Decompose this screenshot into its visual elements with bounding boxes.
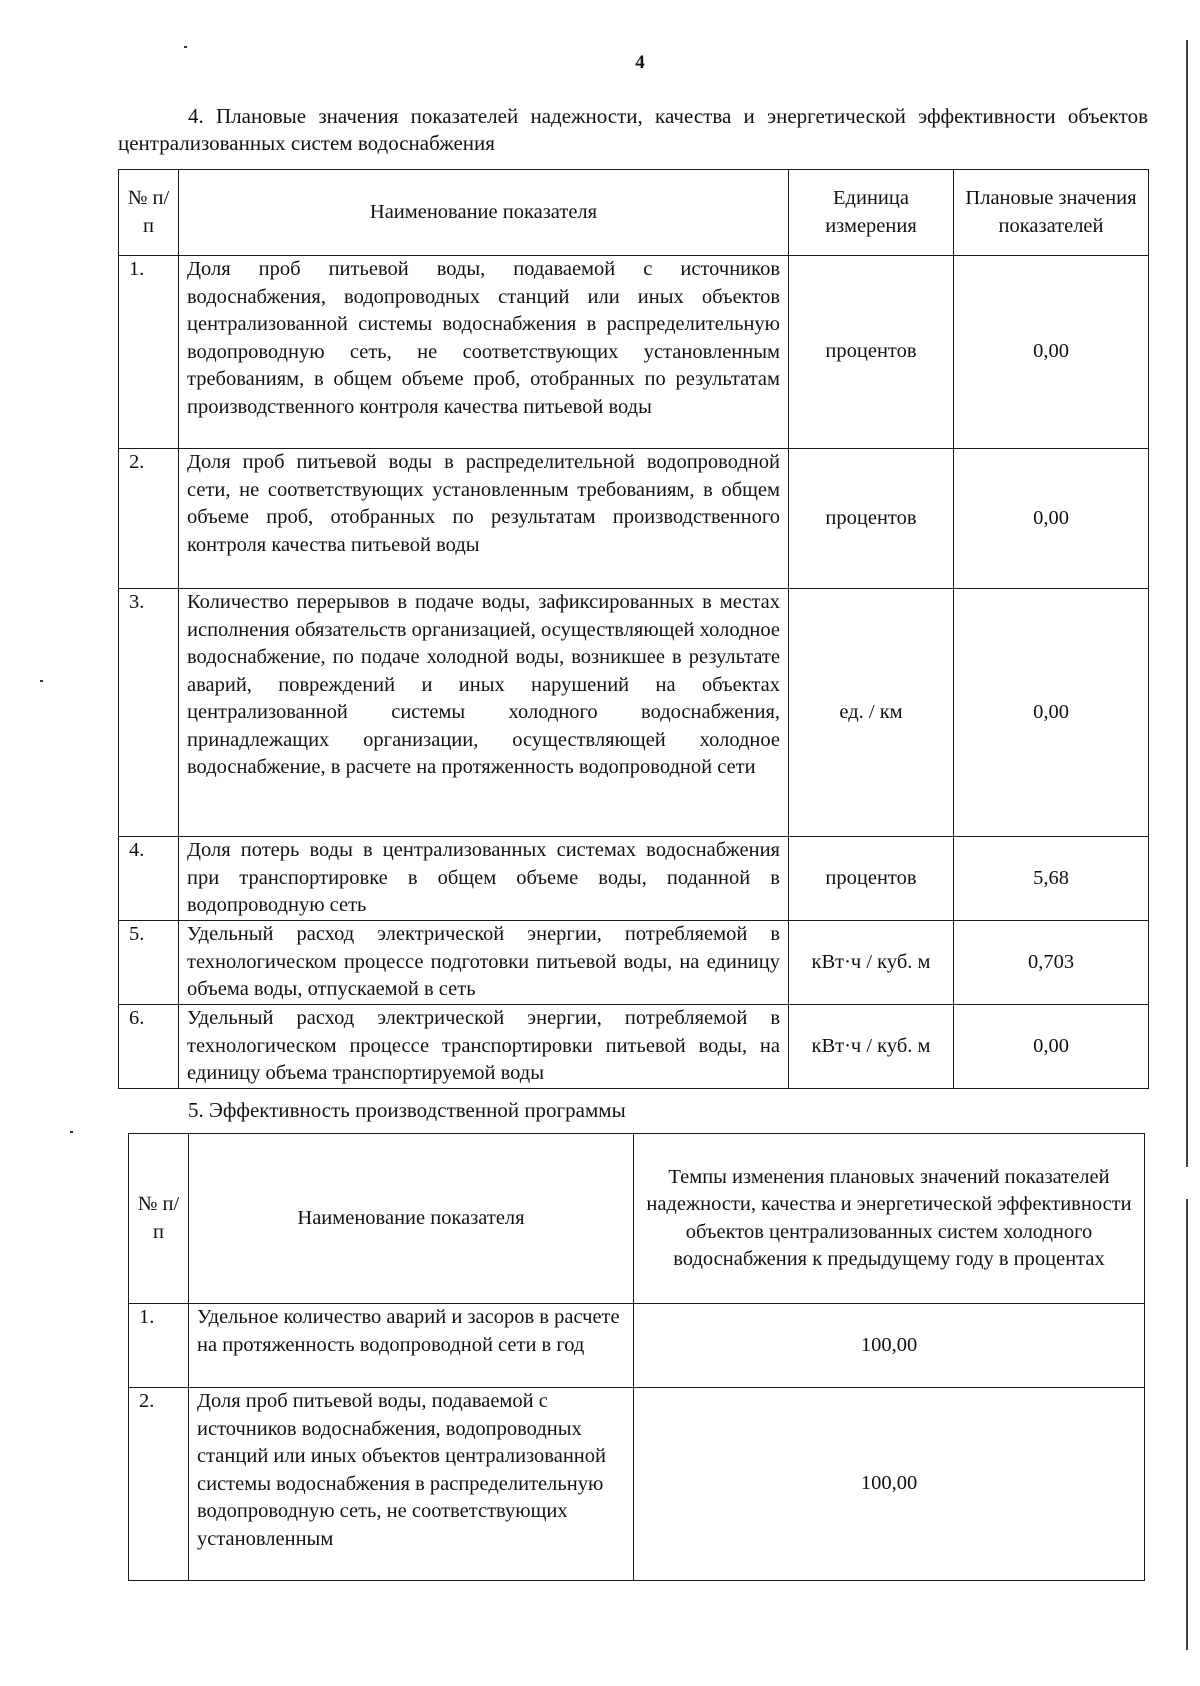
row-unit: ед. / км (789, 589, 954, 837)
row-value: 0,00 (954, 589, 1149, 837)
row-name: Удельный расход электрической энергии, потребляемой в технологическом процессе подготовки питьевой воды, на единицу объема воды, отпускаемой в сеть (179, 921, 789, 1005)
page-number: 4 (635, 52, 645, 73)
header-name: Наименование показателя (189, 1134, 634, 1304)
row-name: Доля проб питьевой воды в распределительной водопроводной сети, не соответствующих установленным требованиям, в общем объеме проб, отобранных по результатам производственного контроля качества питьевой воды (179, 449, 789, 589)
header-num: № п/п (129, 1134, 189, 1304)
header-unit: Единица измерения (789, 170, 954, 256)
row-name: Доля проб питьевой воды, подаваемой с источников водоснабжения, водопроводных станций или иных объектов централизованной системы водоснабжения в распределительную водопроводную сеть, не соответствующих установленным требованиям, в общем объеме проб, отобранных по результатам производственного контроля качества питьевой воды (179, 256, 789, 449)
scan-edge-line (1186, 40, 1188, 1650)
table-row (129, 1388, 1145, 1581)
row-num: 5. (119, 921, 179, 1005)
scan-speck (70, 1131, 73, 1133)
row-num: 6. (119, 1005, 179, 1089)
row-name: Доля потерь воды в централизованных системах водоснабжения при транспортировке в общем объеме воды, поданной в водопроводную сеть (179, 837, 789, 921)
row-value: 100,00 (634, 1304, 1145, 1388)
row-value: 5,68 (954, 837, 1149, 921)
row-value: 0,703 (954, 921, 1149, 1005)
header-name: Наименование показателя (179, 170, 789, 256)
row-unit: кВт·ч / куб. м (789, 921, 954, 1005)
scan-speck (184, 46, 187, 48)
row-num: 1. (119, 256, 179, 449)
table-row (119, 256, 1149, 449)
row-value: 0,00 (954, 449, 1149, 589)
table-row (119, 449, 1149, 589)
reliability-indicators-table (118, 169, 1149, 1089)
table-row (119, 1005, 1149, 1089)
row-num: 2. (119, 449, 179, 589)
table-header-row (129, 1134, 1145, 1304)
row-unit: процентов (789, 837, 954, 921)
row-name: Доля проб питьевой воды, подаваемой с источников водоснабжения, водопроводных станций или иных объектов централизованной системы водоснабжения в распределительную водопроводную сеть, не соответствующих установленным (189, 1388, 634, 1581)
row-unit: процентов (789, 449, 954, 589)
table-row (119, 589, 1149, 837)
row-name: Удельное количество аварий и засоров в расчете на протяженность водопроводной сети в год (189, 1304, 634, 1388)
row-unit: кВт·ч / куб. м (789, 1005, 954, 1089)
row-name: Удельный расход электрической энергии, потребляемой в технологическом процессе транспортировки питьевой воды, на единицу объема транспортируемой воды (179, 1005, 789, 1089)
table-header-row (119, 170, 1149, 256)
scan-speck (40, 680, 43, 682)
row-name: Количество перерывов в подаче воды, зафиксированных в местах исполнения обязательств организацией, осуществляющей холодное водоснабжение, по подаче холодной воды, возникшее в результате аварий, повреждений и иных нарушений на объектах централизованной системы холодного водоснабжения, принадлежащих организации, осуществляющей холодное водоснабжение, в расчете на протяженность водопроводной сети (179, 589, 789, 837)
row-value: 100,00 (634, 1388, 1145, 1581)
header-rate: Темпы изменения плановых значений показателей надежности, качества и энергетической эффективности объектов централизованных систем холодного водоснабжения к предыдущему году в процентах (634, 1134, 1145, 1304)
table-row (119, 921, 1149, 1005)
section-4-heading: 4. Плановые значения показателей надежности, качества и энергетической эффективности объектов централизованных систем водоснабжения (118, 104, 1148, 155)
row-value: 0,00 (954, 1005, 1149, 1089)
table-row (129, 1304, 1145, 1388)
row-num: 1. (129, 1304, 189, 1388)
header-value: Плановые значения показателей (954, 170, 1149, 256)
row-num: 4. (119, 837, 179, 921)
row-unit: процентов (789, 256, 954, 449)
row-num: 3. (119, 589, 179, 837)
table-row (119, 837, 1149, 921)
row-value: 0,00 (954, 256, 1149, 449)
row-num: 2. (129, 1388, 189, 1581)
header-num: № п/п (119, 170, 179, 256)
program-efficiency-table (128, 1133, 1145, 1581)
section-5-heading: 5. Эффективность производственной программы (188, 1098, 626, 1122)
